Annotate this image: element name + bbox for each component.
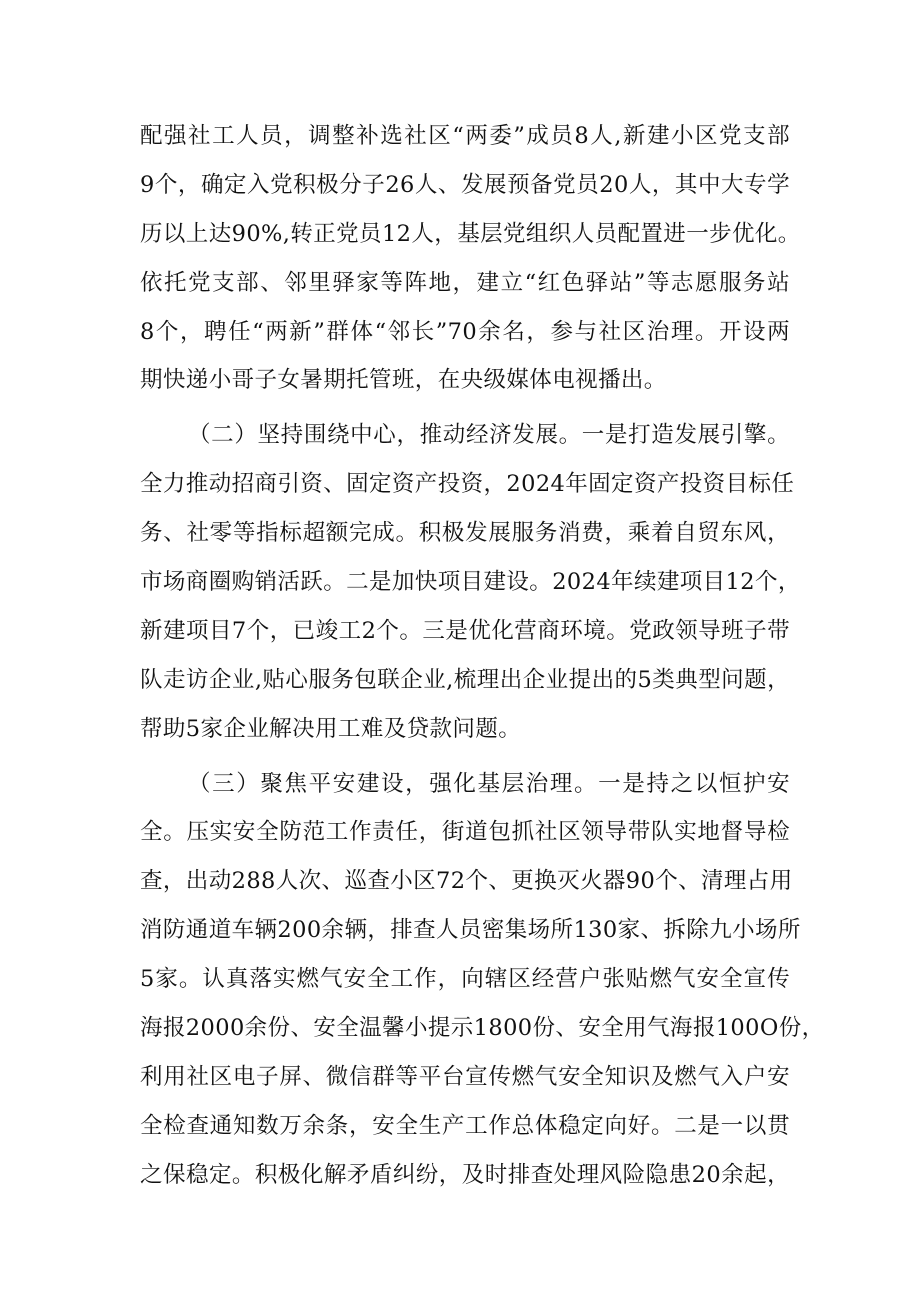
text-line: 8个，聘任“两新”群体“邻长”70余名，参与社区治理。开设两 <box>140 318 790 345</box>
text-line: 务、社零等指标超额完成。积极发展服务消费，乘着自贸东风， <box>140 520 790 547</box>
text-line: 5家。认真落实燃气安全工作，向辖区经营户张贴燃气安全宣传 <box>140 966 790 993</box>
section-heading-line: （二）坚持围绕中心，推动经济发展。一是打造发展引擎。 <box>188 422 790 449</box>
text-line: 利用社区电子屏、微信群等平台宣传燃气安全知识及燃气入户安 <box>140 1063 790 1090</box>
text-line: 历以上达90%,转正党员12人，基层党组织人员配置进一步优化。 <box>140 220 801 247</box>
text-line: 新建项目7个，已竣工2个。三是优化营商环境。党政领导班子带 <box>140 617 790 644</box>
text-line: 期快递小哥子女暑期托管班，在央级媒体电视播出。 <box>140 367 667 394</box>
text-line: 查，出动288人次、巡查小区72个、更换灭火器90个、清理占用 <box>140 868 793 895</box>
text-line: 全检查通知数万余条，安全生产工作总体稳定向好。二是一以贯 <box>140 1112 790 1139</box>
text-line: 队走访企业,贴心服务包联企业,梳理出企业提出的5类典型问题， <box>140 666 790 693</box>
text-line: 依托党支部、邻里驿家等阵地，建立“红色驿站”等志愿服务站 <box>140 269 790 296</box>
text-line: 全力推动招商引资、固定资产投资，2024年固定资产投资目标任 <box>140 471 795 498</box>
text-line: 帮助5家企业解决用工难及贷款问题。 <box>140 715 522 742</box>
text-line: 9个，确定入党积极分子26人、发展预备党员20人，其中大专学 <box>140 171 790 198</box>
text-line: 消防通道车辆200余辆，排查人员密集场所130家、拆除九小场所 <box>140 917 801 944</box>
paragraph-2 <box>140 411 801 753</box>
text-line: 配强社工人员，调整补选社区“两委”成员8人,新建小区党支部 <box>140 123 790 149</box>
paragraph-1 <box>140 112 801 405</box>
paragraph-3 <box>140 760 825 1200</box>
text-line: 市场商圈购销活跃。二是加快项目建设。2024年续建项目12个， <box>140 569 801 596</box>
section-heading-line: （三）聚焦平安建设，强化基层治理。一是持之以恒护安 <box>188 770 790 797</box>
text-line: 全。压实安全防范工作责任，街道包抓社区领导带队实地督导检 <box>140 819 790 846</box>
text-line: 之保稳定。积极化解矛盾纠纷，及时排查处理风险隐患20余起， <box>140 1161 790 1188</box>
document-body <box>140 112 825 1200</box>
text-line: 海报2000余份、安全温馨小提示1800份、安全用气海报100O份， <box>140 1015 825 1042</box>
